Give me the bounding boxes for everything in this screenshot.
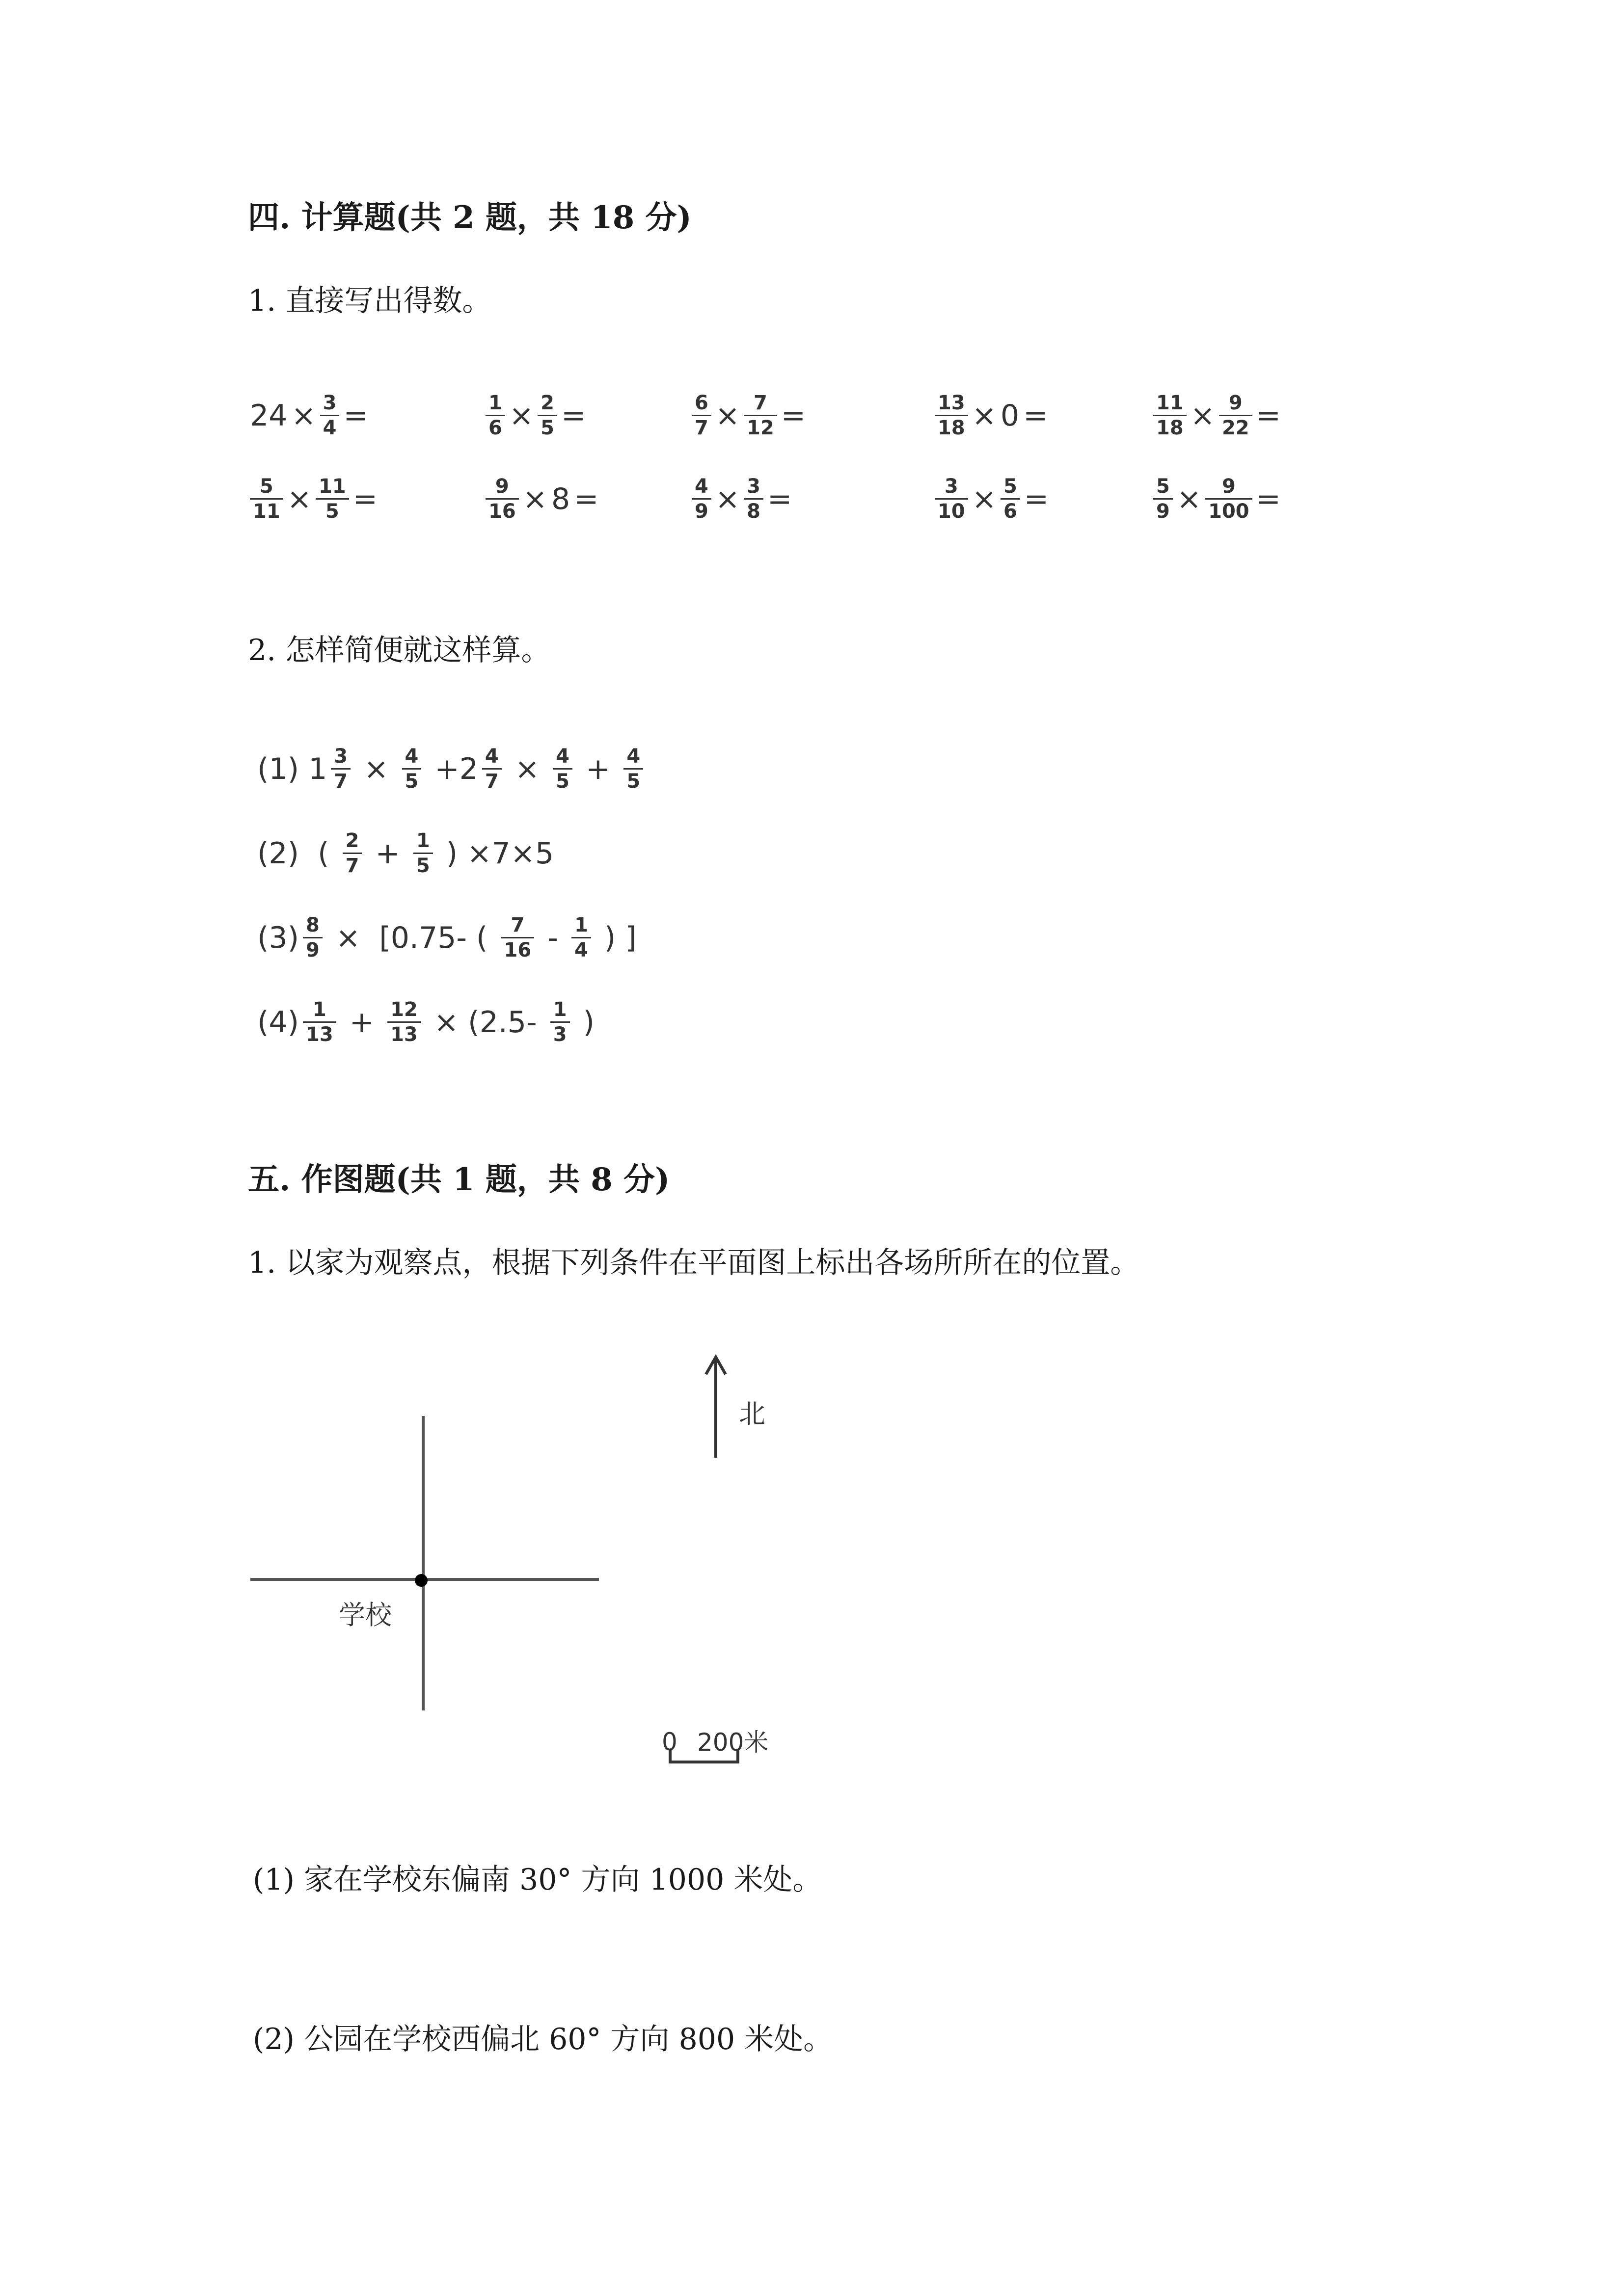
question-4-2-text: 2. 怎样简便就这样算。 <box>248 633 551 667</box>
denominator: 5 <box>405 770 419 793</box>
denominator: 22 <box>1221 417 1249 439</box>
numerator: 8 <box>306 914 320 936</box>
operator: (1) 1 <box>257 751 327 786</box>
section-4-heading: 四. 计算题(共 2 题，共 18 分) <box>248 199 692 236</box>
operator: × <box>505 751 549 786</box>
numerator: 11 <box>1156 392 1184 414</box>
school-dot <box>415 1574 428 1587</box>
north-label: 北 <box>739 1398 765 1429</box>
denominator: 16 <box>488 500 516 523</box>
operator: = <box>1256 481 1281 516</box>
denominator: 5 <box>556 770 569 793</box>
numerator: 9 <box>1228 392 1243 414</box>
number: 0 <box>1000 398 1020 433</box>
operator: + <box>340 1005 384 1040</box>
numerator: 7 <box>754 392 767 414</box>
operator: = <box>574 481 599 516</box>
numerator: 2 <box>345 829 359 852</box>
numerator: 1 <box>574 914 588 936</box>
operator: × <box>354 751 398 786</box>
numerator: 4 <box>626 745 641 768</box>
denominator: 7 <box>334 770 348 793</box>
school-label: 学校 <box>339 1600 392 1630</box>
operator: × <box>715 481 740 516</box>
numerator: 5 <box>259 475 273 498</box>
numerator: 13 <box>938 392 965 414</box>
denominator: 13 <box>390 1023 418 1046</box>
operator: (3) <box>257 920 299 955</box>
operator: × <box>972 481 997 516</box>
operator: (4) <box>257 1005 299 1040</box>
operator: = <box>1256 398 1281 433</box>
operator: + <box>366 836 409 871</box>
operator: (2) ( <box>257 836 339 871</box>
denominator: 18 <box>938 417 965 439</box>
numerator: 1 <box>416 829 430 852</box>
denominator: 7 <box>695 417 708 439</box>
denominator: 13 <box>306 1023 333 1046</box>
numerator: 9 <box>495 475 509 498</box>
denominator: 7 <box>345 854 359 877</box>
north-arrow <box>706 1357 726 1458</box>
scale-zero-label: 0 <box>662 1728 677 1756</box>
operator: = <box>1023 398 1048 433</box>
operator: × <box>287 481 312 516</box>
numerator: 4 <box>405 745 419 768</box>
operator: × (2.5- <box>424 1005 546 1040</box>
numerator: 6 <box>695 392 708 414</box>
operator: × <box>291 398 316 433</box>
numerator: 2 <box>541 392 554 414</box>
numerator: 9 <box>1221 475 1236 498</box>
operator: + <box>576 751 620 786</box>
denominator: 7 <box>485 770 499 793</box>
operator: ) ×7×5 <box>436 836 554 871</box>
numerator: 4 <box>485 745 499 768</box>
operator: +2 <box>425 751 478 786</box>
section-5-heading: 五. 作图题(共 1 题，共 8 分) <box>248 1161 670 1198</box>
numerator: 4 <box>695 475 708 498</box>
numerator: 11 <box>318 475 346 498</box>
denominator: 9 <box>695 500 708 523</box>
denominator: 4 <box>323 417 337 439</box>
numerator: 3 <box>323 392 337 414</box>
numerator: 3 <box>334 745 348 768</box>
denominator: 10 <box>938 500 965 523</box>
denominator: 8 <box>747 500 760 523</box>
denominator: 9 <box>306 939 320 961</box>
numerator: 1 <box>488 392 502 414</box>
operator: - <box>538 920 568 955</box>
denominator: 3 <box>553 1023 567 1046</box>
denominator: 5 <box>325 500 339 523</box>
operator: × <box>715 398 740 433</box>
number: 8 <box>551 481 570 516</box>
numerator: 5 <box>1003 475 1017 498</box>
operator: = <box>1024 481 1049 516</box>
denominator: 16 <box>504 939 532 961</box>
numerator: 3 <box>747 475 760 498</box>
denominator: 9 <box>1156 500 1170 523</box>
denominator: 18 <box>1156 417 1184 439</box>
question-4-1-text: 1. 直接写出得数。 <box>248 284 492 318</box>
denominator: 11 <box>253 500 280 523</box>
denominator: 5 <box>541 417 554 439</box>
number: 24 <box>250 398 288 433</box>
denominator: 4 <box>574 939 588 961</box>
operator: × [0.75- ( <box>326 920 497 955</box>
numerator: 3 <box>944 475 958 498</box>
operator: = <box>767 481 792 516</box>
operator: = <box>561 398 586 433</box>
operator: × <box>1176 481 1202 516</box>
denominator: 12 <box>747 417 774 439</box>
denominator: 6 <box>1003 500 1017 523</box>
numerator: 5 <box>1156 475 1170 498</box>
question-5-1-text: 1. 以家为观察点，根据下列条件在平面图上标出各场所所在的位置。 <box>248 1246 1140 1280</box>
numerator: 7 <box>511 914 525 936</box>
cross-axes <box>250 1416 599 1710</box>
numerator: 4 <box>556 745 569 768</box>
numerator: 1 <box>312 998 326 1021</box>
numerator: 1 <box>553 998 567 1021</box>
operator: = <box>352 481 378 516</box>
denominator: 5 <box>416 854 430 877</box>
scale-value-label: 200米 <box>697 1728 769 1757</box>
denominator: 100 <box>1208 500 1249 523</box>
operator: × <box>522 481 547 516</box>
operator: = <box>343 398 368 433</box>
operator: ) <box>573 1005 595 1040</box>
operator: × <box>509 398 534 433</box>
operator: = <box>781 398 806 433</box>
numerator: 12 <box>390 998 418 1021</box>
operator: × <box>972 398 997 433</box>
denominator: 6 <box>488 417 502 439</box>
denominator: 5 <box>626 770 641 793</box>
condition-2: (2) 公园在学校西偏北 60° 方向 800 米处。 <box>253 2022 833 2056</box>
condition-1: (1) 家在学校东偏南 30° 方向 1000 米处。 <box>253 1863 822 1897</box>
operator: ) ] <box>595 920 637 955</box>
operator: × <box>1190 398 1215 433</box>
